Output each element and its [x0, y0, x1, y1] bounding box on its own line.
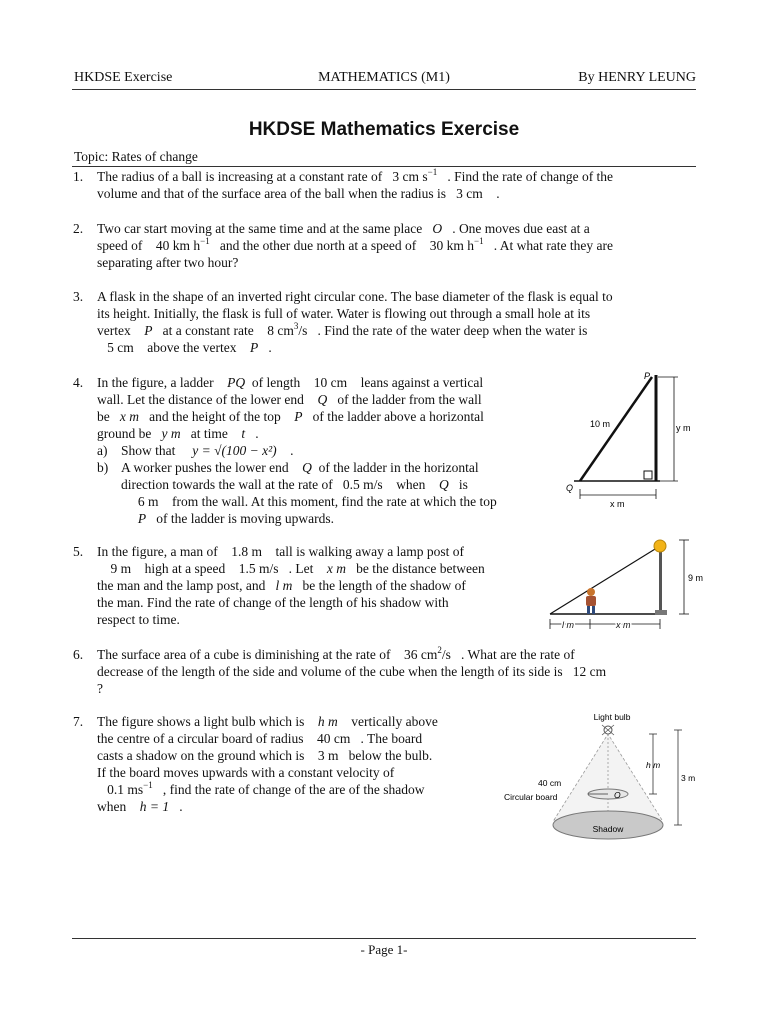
question-number: 1. — [73, 169, 84, 184]
text-segment: the man and the lamp post, and — [97, 578, 266, 593]
man-head-icon — [587, 588, 595, 596]
condition: h = 1 — [139, 799, 170, 814]
text-segment: of the ladder from the wall — [337, 392, 482, 407]
label-board: Circular board — [504, 792, 558, 802]
velocity-exponent: −1 — [143, 780, 153, 790]
label-shadow: Shadow — [592, 824, 624, 834]
text-segment: the man. Find the rate of change of the length of his shadow with — [97, 595, 449, 610]
length-value: 10 cm — [313, 375, 348, 390]
label-bulb: Light bulb — [593, 712, 631, 722]
text-segment: tall is walking away a lamp post of — [275, 544, 465, 559]
footer-divider — [72, 938, 696, 939]
text-segment: vertically above — [351, 714, 438, 729]
text-segment: be the distance between — [356, 561, 485, 576]
text-segment: speed of — [97, 238, 143, 253]
header-divider — [72, 89, 696, 90]
rate-exponent: 2 — [437, 645, 442, 655]
text-segment: In the figure, a man of — [97, 544, 218, 559]
text-segment: . Find the rate of the water deep when the water is — [317, 323, 588, 338]
distance-value: 6 m — [137, 494, 159, 509]
ladder-symbol: PQ — [227, 375, 246, 390]
vertex-symbol: P — [144, 323, 153, 338]
text-segment: separating after two hour? — [97, 255, 239, 270]
label-y: y m — [676, 423, 691, 433]
text-segment: A flask in the shape of an inverted right circular cone. The base diameter of the flask is equal to — [97, 289, 613, 304]
lamp-base — [655, 610, 667, 615]
vertex-symbol: P — [249, 340, 259, 355]
question-number: 7. — [73, 714, 84, 729]
question-number: 3. — [73, 289, 84, 304]
text-segment: . One moves due east at a — [452, 221, 590, 236]
text-segment: . What are the rate of — [461, 647, 575, 662]
text-segment: The figure shows a light bulb which is — [97, 714, 305, 729]
formula: y = √(100 − x²) — [192, 443, 277, 458]
text-segment: , find the rate of change of the are of the shadow — [162, 782, 425, 797]
point-symbol: P — [137, 511, 147, 526]
side-value: 12 cm — [572, 664, 607, 679]
question-text — [97, 646, 606, 697]
place-symbol: O — [432, 221, 443, 236]
rate-exponent: −1 — [427, 167, 438, 177]
text-segment: the centre of a circular board of radius — [97, 731, 304, 746]
man-body-icon — [586, 596, 596, 606]
man-leg-icon — [592, 606, 595, 614]
text-segment: direction towards the wall at the rate of — [121, 477, 333, 492]
radius-value: 3 cm — [456, 186, 483, 201]
text-segment: . — [268, 340, 272, 355]
topic-line: Topic: Rates of change — [74, 149, 198, 164]
text-segment: decrease of the length of the side and volume of the cube when the length of its side is — [97, 664, 563, 679]
lamp-post — [659, 550, 662, 612]
text-segment: from the wall. At this moment, find the rate at which the top — [172, 494, 497, 509]
variable-value: t — [241, 426, 246, 441]
variable-value: x m — [326, 561, 347, 576]
question-number: 5. — [73, 544, 84, 559]
speed-value: 40 km h — [155, 238, 201, 253]
text-segment: respect to time. — [97, 612, 180, 627]
rate-unit: /s — [298, 323, 308, 338]
label-3m: 3 m — [681, 773, 696, 783]
header-right: By HENRY LEUNG — [578, 70, 696, 85]
text-segment: ? — [97, 681, 103, 696]
radius-value: 40 cm — [317, 731, 351, 746]
light-bulb-figure — [498, 710, 698, 850]
lamp-post-figure — [540, 534, 704, 634]
text-segment: casts a shadow on the ground which is — [97, 748, 305, 763]
variable-value: h m — [317, 714, 338, 729]
question-text — [97, 288, 613, 356]
header-center: MATHEMATICS (M1) — [318, 70, 450, 85]
question-number: 6. — [73, 647, 84, 662]
text-segment: . The board — [360, 731, 423, 746]
depth-value: 5 cm — [107, 340, 134, 355]
text-segment: . — [255, 426, 259, 441]
header-left: HKDSE Exercise — [74, 70, 173, 85]
question-text — [97, 713, 438, 815]
subpart-label: a) — [97, 443, 108, 458]
label-p: P — [644, 371, 651, 381]
variable-value: l m — [275, 578, 293, 593]
text-segment: of the ladder above a horizontal — [312, 409, 484, 424]
page-title: HKDSE Mathematics Exercise — [248, 119, 520, 140]
text-segment: when — [396, 477, 426, 492]
right-angle-mark — [644, 471, 652, 479]
text-segment: The radius of a ball is increasing at a constant rate of — [97, 169, 383, 184]
text-segment: Two car start moving at the same time and at the same place — [97, 221, 423, 236]
text-segment: The surface area of a cube is diminishing at the rate of — [97, 647, 391, 662]
label-o: O — [614, 790, 621, 800]
rate-value: 36 cm — [404, 647, 438, 662]
question-text — [97, 168, 613, 202]
text-segment: In the figure, a ladder — [97, 375, 214, 390]
question-text — [97, 543, 485, 628]
text-segment: high at a speed — [144, 561, 226, 576]
text-segment: when — [97, 799, 127, 814]
topic-divider — [72, 166, 696, 167]
velocity-value: 0.1 ms — [107, 782, 144, 797]
speed-exponent: −1 — [200, 236, 210, 246]
label-shadow: l m — [562, 620, 574, 630]
text-segment: its height. Initially, the flask is full of water. Water is flowing out through a small hole at its — [97, 306, 591, 321]
text-segment: wall. Let the distance of the lower end — [97, 392, 304, 407]
question-number: 2. — [73, 221, 84, 236]
question-text — [97, 374, 497, 527]
text-segment: at time — [190, 426, 228, 441]
label-h: h m — [646, 760, 661, 770]
rate-value: 8 cm — [267, 323, 294, 338]
text-segment: above the vertex — [147, 340, 237, 355]
text-segment: below the bulb. — [348, 748, 433, 763]
subpart-label: b) — [97, 460, 109, 475]
point-symbol: Q — [302, 460, 312, 475]
text-segment: is — [458, 477, 468, 492]
rate-exponent: 3 — [293, 321, 299, 331]
variable-value: y m — [161, 426, 181, 441]
ladder — [580, 377, 652, 481]
light-ray — [550, 546, 660, 614]
text-segment: volume and that of the surface area of the ball when the radius is — [97, 186, 446, 201]
lamp-bulb-icon — [654, 540, 666, 552]
text-segment: leans against a vertical — [360, 375, 484, 390]
question-text — [97, 220, 613, 271]
text-segment: ground be — [97, 426, 152, 441]
text-segment: . — [290, 443, 294, 458]
page-number: - Page 1- — [360, 942, 408, 957]
text-segment: be the length of the shadow of — [302, 578, 466, 593]
label-q: Q — [566, 483, 574, 493]
text-segment: . — [179, 799, 183, 814]
variable-value: x m — [119, 409, 139, 424]
text-segment: of length — [251, 375, 301, 390]
text-segment: Show that — [121, 443, 176, 458]
text-segment: and the height of the top — [149, 409, 281, 424]
text-segment: . Find the rate of change of the — [447, 169, 614, 184]
rate-value: 3 cm s — [392, 169, 428, 184]
text-segment: of the ladder is moving upwards. — [156, 511, 334, 526]
label-height: 9 m — [688, 573, 704, 583]
point-symbol: Q — [438, 477, 449, 492]
label-40cm: 40 cm — [538, 778, 562, 788]
label-length: 10 m — [590, 419, 611, 429]
point-symbol: P — [294, 409, 303, 424]
label-distance: x m — [616, 620, 631, 630]
rate-value: 0.5 m/s — [342, 477, 383, 492]
point-symbol: Q — [317, 392, 328, 407]
height-value: 1.8 m — [231, 544, 262, 559]
text-segment: of the ladder in the horizontal — [318, 460, 479, 475]
speed-exponent: −1 — [474, 236, 484, 246]
text-segment: vertex — [97, 323, 131, 338]
question-number: 4. — [73, 375, 84, 390]
text-segment: at a constant rate — [162, 323, 254, 338]
speed-value: 1.5 m/s — [238, 561, 279, 576]
text-segment: be — [97, 409, 110, 424]
man-leg-icon — [587, 606, 590, 614]
distance-value: 3 m — [317, 748, 339, 763]
ladder-figure — [560, 365, 700, 515]
speed-value: 30 km h — [429, 238, 475, 253]
text-segment: A worker pushes the lower end — [121, 460, 289, 475]
text-segment: If the board moves upwards with a constant velocity of — [97, 765, 395, 780]
text-segment: . At what rate they are — [493, 238, 613, 253]
rate-unit: /s — [441, 647, 451, 662]
text-segment: . Let — [288, 561, 314, 576]
text-segment: and the other due north at a speed of — [219, 238, 417, 253]
text-segment: . — [496, 186, 500, 201]
lamp-height-value: 9 m — [110, 561, 132, 576]
label-x: x m — [610, 499, 625, 509]
